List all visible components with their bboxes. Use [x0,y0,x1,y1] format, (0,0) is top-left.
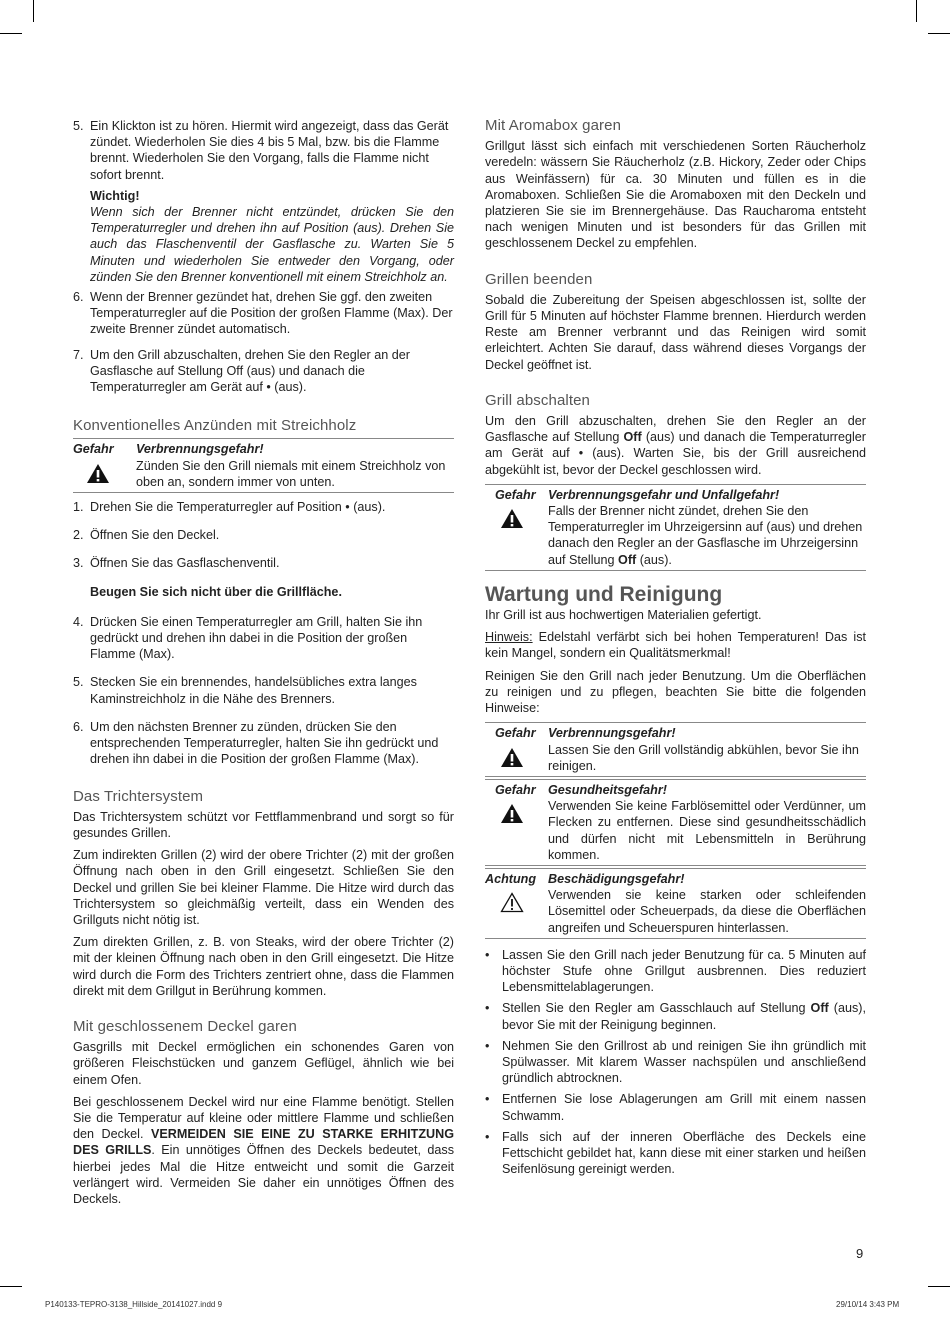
bullet-item: • Nehmen Sie den Grillrost ab und reinigen Sie ihn gründlich mit Spülwasser. Mit klarem Wasser nachspülen und anschließend gründlich abtrocknen. [485,1038,866,1086]
warning-triangle-icon [86,463,110,484]
bullet-item: • Stellen Sie den Regler am Gasschlauch auf Stellung Off (aus), bevor Sie mit der Reinigung beginnen. [485,1001,866,1032]
warning-box: Gefahr Verbrennungsgefahr! Lassen Sie den Grill vollständig abkühlen, bevor Sie ihn reinigen. [485,722,866,777]
right-column: Mit Aromabox garen Grillgut lässt sich einfach mit verschiedenen Sorten Räucherholz veredeln: wässern Sie Räucherholz (z.B. Hickory, Zeder oder Chips aus Weinfässern) für ca. 30 Minuten und füllen es in die Aromaboxen. Schließen Sie die Aromaboxen mit den Deckeln und platzieren Sie sie im Brennergehäuse. Das Raucharoma entsteht nach wenigen Minuten und ist besonders für das Grillen mit geschlossenem Deckel zu empfehlen. Grillen beenden Sobald die Zubereitung der Speisen abgeschlossen ist, sollte der Grill für 5 Minuten auf höchster Flamme brennen. Hierdurch werden Reste am Brenner verbrannt und das Reinigen wird somit erleichtert. Achten Sie darauf, dass während dieses Vorgangs der Deckel geöffnet ist. Grill abschalten Um den Grill abzuschalten, drehen Sie den Regler an der Gasflasche auf Stellung Off (aus) und danach die Temperaturregler am Gerät auf • (aus). Warten Sie, bis der Grill ausreichend abgekühlt ist, bevor der Deckel geschlossen wird. Gefahr Verbrennungsgefahr und Unfallgefahr! Falls der Brenner nicht zündet, drehen Sie den Temperaturregler im Uhrzeigersinn auf (aus) und drehen danach den Regler an der Gasflasche im Uhrzeigersinn auf Stellung Off (aus). Wartung und Reinigung Ihr Grill ist aus hochwertigen Materialien gefertigt. Hinweis: Edelstahl verfärbt sich bei hohen Temperaturen! Das ist kein Mangel, sondern ein Qualitätsmerkmal! Reinigen Sie den Grill nach jeder Benutzung. Um die Oberflächen zu reinigen und zu pflegen, beachten Sie bitte die folgenden Hinweise: Gefahr Verbrennungsgefahr! Lassen Sie den Grill vollständig abkühlen, bevor Sie ihn reinigen. Gefahr Gesundheitsgefahr! Verwenden Sie keine Farblösemittel oder Verdünner, um Flecken zu entfernen. Diese sind gesundheitsschädlich und dürfen nicht mit Lebensmitteln in Berührung kommen. Achtung Beschädigungsgefahr! Verwenden sie keine starken oder schleifenden Lösemittel oder Scheuerpads, da diese die Oberflächen angreifen und Scheuerspuren hinterlassen. • Lassen Sie den Grill nach jeder Benutzung für ca. 5 Minuten auf höchster Stufe ohne Grillgut ausbrennen. Dies reduziert Lebensmittelablagerungen. • Stellen Sie den Regler am Gasschlauch auf Stellung Off (aus), bevor Sie mit der Reinigung beginnen. • Nehmen Sie den Grillrost ab und reinigen Sie ihn gründlich mit Spülwasser. Mit klarem Wasser nachspülen und anschließend gründlich abtrocknen. • Entfernen Sie lose Ablagerungen am Grill mit einem nassen Schwamm. • Falls sich auf der inneren Oberfläche des Deckels eine Fettschicht gebildet hat, kann diese mit einer starken und heißen Seifenlösung gereinigt werden. [485,117,866,1177]
footer-file-info: P140133-TEPRO-3138_Hillside_20141027.indd 9 [45,1300,223,1309]
step-item: 1. Drehen Sie die Temperaturregler auf Position • (aus). [73,500,386,515]
footer-timestamp: 29/10/14 3:43 PM [836,1300,900,1309]
bold-note: Beugen Sie sich nicht über die Grillfläche. [90,584,342,599]
crop-mark [928,1286,950,1287]
warning-box: Achtung Beschädigungsgefahr! Verwenden sie keine starken oder schleifenden Lösemittel oder Scheuerpads, da diese die Oberflächen angreifen und Scheuerspuren hinterlassen. [485,868,866,939]
bullet-item: • Entfernen Sie lose Ablagerungen am Grill mit einem nassen Schwamm. [485,1092,866,1123]
crop-mark [928,33,950,34]
bullet-item: • Falls sich auf der inneren Oberfläche des Deckels eine Fettschicht gebildet hat, kann diese mit einer starken und heißen Seifenlösung gereinigt werden. [485,1129,866,1177]
heading-end-grilling: Grillen beenden [485,270,593,288]
heading-maintenance: Wartung und Reinigung [485,582,723,606]
warning-triangle-icon [500,508,524,529]
crop-mark [0,33,22,34]
warning-triangle-icon [500,747,524,768]
bullet-item: • Lassen Sie den Grill nach jeder Benutzung für ca. 5 Minuten auf höchster Stufe ohne Grillgut ausbrennen. Dies reduziert Lebensmittelablagerungen. [485,947,866,995]
step-item: 4. Drücken Sie einen Temperaturregler am Grill, halten Sie ihn gedrückt und drehen ihn dabei in die Position der großen Flamme (Max). [73,614,423,662]
step-item: 5. Ein Klickton ist zu hören. Hiermit wird angezeigt, dass das Gerät zündet. Wiederholen Sie dies 4 bis 5 Mal, bzw. bis die Flamme brennt. Wiederholen Sie den Vorgang, falls die Flamme nicht sofort brennt. [73,119,449,182]
step-item: 6. Um den nächsten Brenner zu zünden, drücken Sie den entsprechenden Temperaturregler, halten Sie ihn gedrückt und drehen ihn dabei in die Position der großen Flamme (Max). [73,719,439,767]
heading-aromabox: Mit Aromabox garen [485,117,622,134]
heading-closed-lid: Mit geschlossenem Deckel garen [73,1017,297,1035]
step-item: 3. Öffnen Sie das Gasflaschenventil. [73,556,280,571]
step-item: 7. Um den Grill abzuschalten, drehen Sie den Regler an der Gasflasche auf Stellung Off (aus) und danach die Temperaturregler am Gerät auf • (aus). [73,347,410,395]
crop-mark [916,0,917,22]
step-item: 2. Öffnen Sie den Deckel. [73,528,220,543]
left-column: 5. Ein Klickton ist zu hören. Hiermit wird angezeigt, dass das Gerät zündet. Wiederholen Sie dies 4 bis 5 Mal, bzw. bis die Flamme brennt. Wiederholen Sie den Vorgang, falls die Flamme nicht sofort brennt. Wichtig! Wenn sich der Brenner nicht entzündet, drücken Sie den Temperaturregler und drehen ihn auf Position (aus). Drehen Sie auch das Flaschenventil der Gasflasche zu. Warten Sie 5 Minuten und wiederholen Sie entweder den Vorgang, oder zünden Sie den Brenner konventionell mit einem Streichholz an. 6. Wenn der Brenner gezündet hat, drehen Sie ggf. den zweiten Temperaturregler auf die Position der großen Flamme (Max). Der zweite Brenner zündet automatisch. 7. Um den Grill abzuschalten, drehen Sie den Regler an der Gasflasche auf Stellung Off (aus) und danach die Temperaturregler am Gerät auf • (aus). Konventionelles Anzünden mit Streichholz Gefahr Verbrennungsgefahr! Zünden Sie den Grill niemals mit einem Streichholz von oben an, sondern immer von unten. 1. Drehen Sie die Temperaturregler auf Position • (aus). 2. Öffnen Sie den Deckel. 3. Öffnen Sie das Gasflaschenventil. Beugen Sie sich nicht über die Grillfläche. 4. Drücken Sie einen Temperaturregler am Grill, halten Sie ihn gedrückt und drehen ihn dabei in die Position der großen Flamme (Max). 5. Stecken Sie ein brennendes, handelsübliches extra langes Kaminstreichholz in die Nähe des Brenners. 6. Um den nächsten Brenner zu zünden, drücken Sie den entsprechenden Temperaturregler, halten Sie ihn gedrückt und drehen ihn dabei in die Position der großen Flamme (Max). Das Trichtersystem Das Trichtersystem schützt vor Fettflammenbrand und sorgt so für gesundes Grillen. Zum indirekten Grillen (2) wird der obere Trichter (2) mit der großen Öffnung nach oben in den Grill eingesetzt. Schließen Sie den Deckel und grillen Sie bei kleiner Flamme. Die Hitze wird durch das Trichtersystem so gleichmäßig verteilt, dass ein Wenden des Grillguts nicht nötig ist. Zum direkten Grillen, z. B. von Steaks, wird der obere Trichter (2) mit der kleinen Öffnung nach oben in den Grill eingesetzt. Die Hitze wird durch die Form des Trichters zentriert ohne, dass die Flammen direkt mit dem Grillgut in Berührung kommen. Mit geschlossenem Deckel garen Gasgrills mit Deckel ermöglichen ein schonendes Garen von größeren Fleischstücken und ganzem Geflügel, ähnlich wie bei einem Ofen. Bei geschlossenem Deckel wird nur eine Flamme benötigt. Stellen Sie die Temperatur auf kleine oder mittlere Flamme und schließen den Deckel. VERMEIDEN SIE EINE ZU STARKE ERHITZUNG DES GRILLS. Ein unnötiges Öffnen des Deckels bedeutet, dass hierbei jedes Mal die Hitze entweicht und somit die Garzeit verlängert wird. Vermeiden Sie daher ein unnötiges Öffnen des Deckels. [73,119,454,1206]
heading-funnel: Das Trichtersystem [73,787,204,805]
page-number: 9 [856,1246,864,1261]
crop-mark [33,0,34,22]
warning-triangle-icon [500,803,524,824]
important-note: Wichtig! Wenn sich der Brenner nicht entzündet, drücken Sie den Temperaturregler und drehen ihn auf Position (aus). Drehen Sie auch das Flaschenventil der Gasflasche zu. Warten Sie 5 Minuten und wiederholen Sie entweder den Vorgang, oder zünden Sie den Brenner konventionell mit einem Streichholz an. [90,188,454,284]
heading-grill-off: Grill abschalten [485,391,590,409]
warning-box: Gefahr Gesundheitsgefahr! Verwenden Sie keine Farblösemittel oder Verdünner, um Flecken zu entfernen. Diese sind gesundheitsschädlich und dürfen nicht mit Lebensmitteln in Berührung kommen. [485,779,866,866]
warning-box: Gefahr Verbrennungsgefahr! Zünden Sie den Grill niemals mit einem Streichholz von oben an, sondern immer von unten. [73,438,454,493]
warning-box: Gefahr Verbrennungsgefahr und Unfallgefahr! Falls der Brenner nicht zündet, drehen Sie den Temperaturregler im Uhrzeigersinn auf (aus) und drehen danach den Regler an der Gasflasche im Uhrzeigersinn auf Stellung Off (aus). [485,484,866,571]
step-item: 5. Stecken Sie ein brennendes, handelsübliches extra langes Kaminstreichholz in die Nähe des Brenners. [73,675,417,706]
crop-mark [0,1286,22,1287]
heading-conventional: Konventionelles Anzünden mit Streichholz [73,417,357,435]
caution-triangle-icon [500,892,524,913]
step-item: 6. Wenn der Brenner gezündet hat, drehen Sie ggf. den zweiten Temperaturregler auf die Position der großen Flamme (Max). Der zweite Brenner zündet automatisch. [73,290,453,337]
